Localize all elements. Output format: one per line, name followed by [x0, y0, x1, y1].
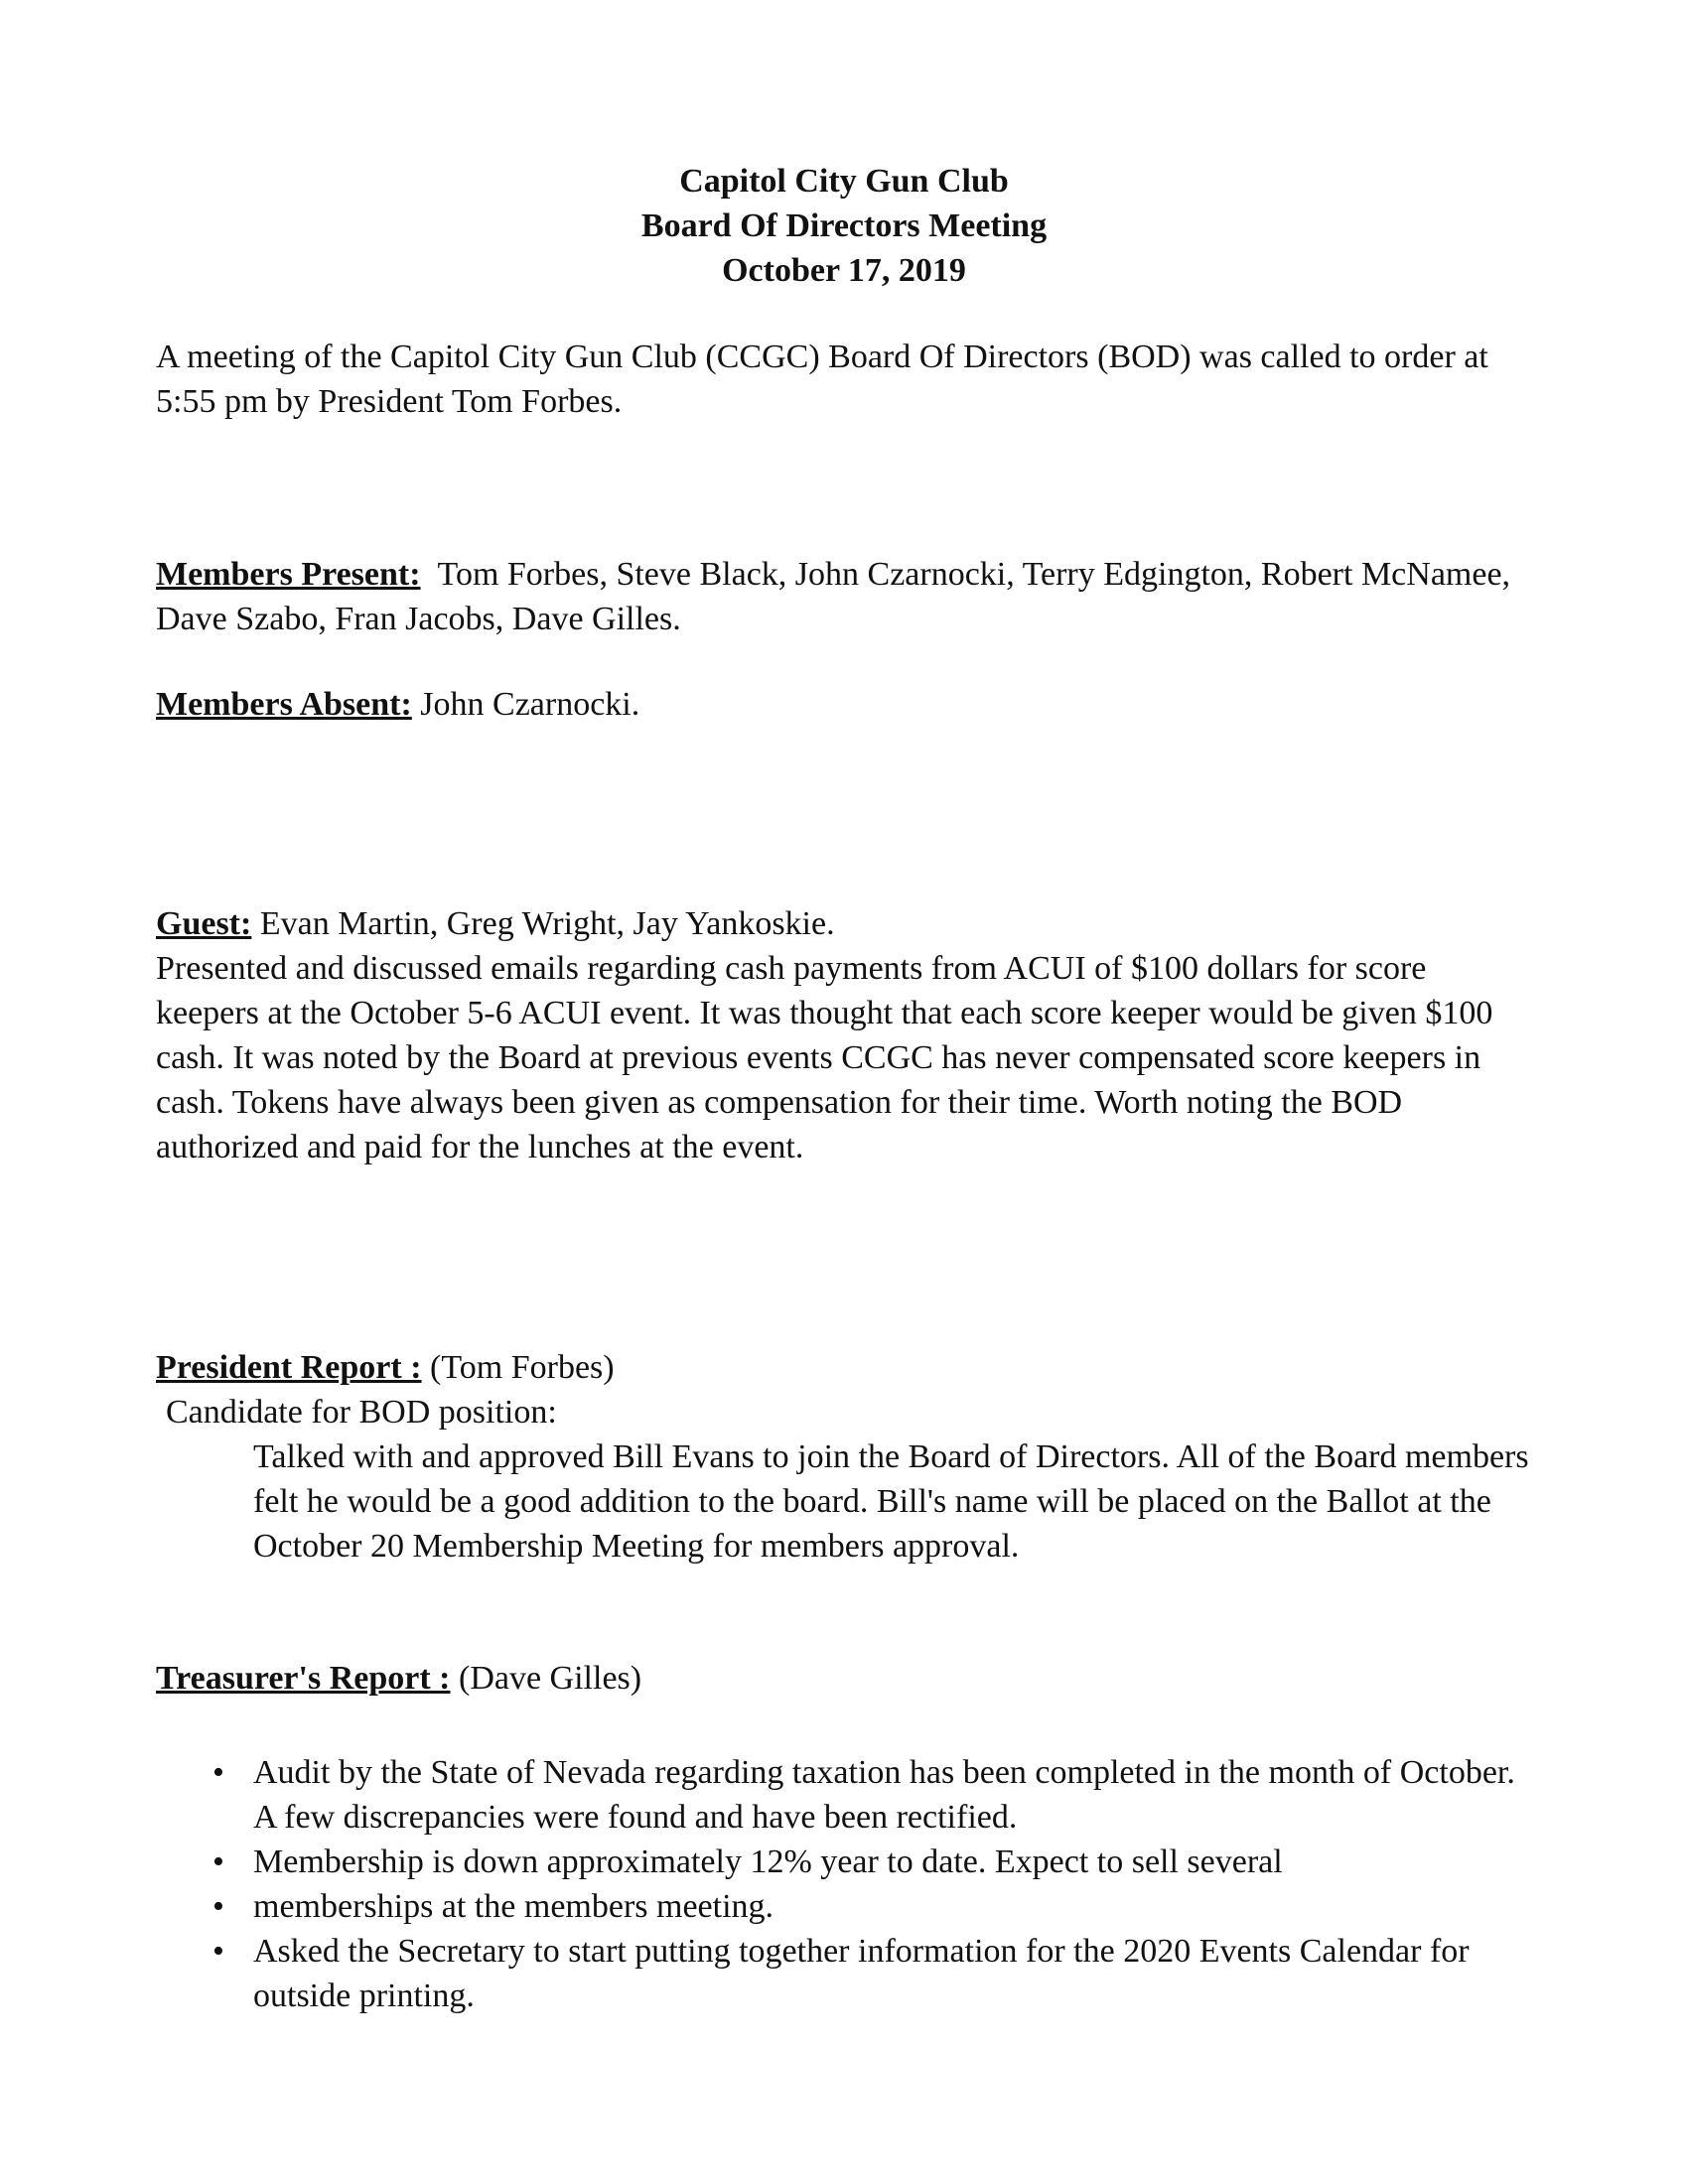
meeting-date-heading: October 17, 2019 [722, 252, 966, 289]
list-item-text: Membership is down approximately 12% year to date. Expect to sell several [253, 1843, 1283, 1880]
president-report-heading [156, 1345, 1536, 1390]
president-report-body: Talked with and approved Bill Evans to join the Board of Directors. All of the Board members felt he would be a good addition to the board. Bill's name will be placed on the Ballot at the October 20 Membership Meeting for members approval. [253, 1438, 1529, 1565]
club-name-heading: Capitol City Gun Club [679, 163, 1009, 200]
bullet-icon: • [212, 1933, 224, 1970]
document-header [0, 159, 1688, 293]
bullet-icon: • [212, 1843, 224, 1880]
meeting-title-heading: Board Of Directors Meeting [640, 207, 1048, 244]
members-present-section [156, 552, 1536, 641]
treasurer-report-presenter: (Dave Gilles) [459, 1660, 642, 1697]
members-absent-section [156, 682, 1536, 727]
guest-text: Evan Martin, Greg Wright, Jay Yankoskie. [259, 905, 835, 942]
treasurer-report-list [204, 1750, 1534, 2018]
list-item [204, 1884, 1534, 1929]
list-item-text: Audit by the State of Nevada regarding taxation has been completed in the month of October. A few discrepancies were found and have been rectified. [253, 1754, 1515, 1836]
list-item [204, 1750, 1534, 1840]
treasurer-report-label: Treasurer's Report : [156, 1660, 451, 1697]
president-report-subheading: Candidate for BOD position: [166, 1394, 557, 1431]
guest-label: Guest: [156, 905, 252, 942]
list-item-text: Asked the Secretary to start putting together information for the 2020 Events Calendar for outside printing. [253, 1933, 1470, 2014]
intro-paragraph: A meeting of the Capitol City Gun Club (CCGC) Board Of Directors (BOD) was called to order at 5:55 pm by President Tom Forbes. [156, 339, 1488, 420]
bullet-icon: • [212, 1754, 224, 1791]
list-item [204, 1929, 1534, 2018]
guest-discussion: Presented and discussed emails regarding cash payments from ACUI of $100 dollars for score keepers at the October 5-6 ACUI event. It was thought that each score keeper would be given $100 cash. It was noted by the Board at previous events CCGC has never compensated score keepers in cash. Tokens have always been given as compensation for their time. Worth noting the BOD authorized and paid for the lunches at the event. [156, 950, 1493, 1165]
members-absent-label: Members Absent: [156, 686, 412, 723]
members-present-text: Tom Forbes, Steve Black, John Czarnocki, Terry Edgington, Robert McNamee, Dave Szabo, Fran Jacobs, Dave Gilles. [156, 556, 1511, 637]
list-item [204, 1840, 1534, 1884]
president-report-label: President Report : [156, 1349, 422, 1386]
members-present-label: Members Present: [156, 556, 421, 593]
treasurer-report-heading [156, 1656, 1536, 1701]
members-absent-text: John Czarnocki. [420, 686, 640, 723]
bullet-icon: • [212, 1888, 224, 1925]
list-item-text: memberships at the members meeting. [253, 1888, 774, 1925]
guest-section [156, 901, 1536, 1169]
president-report-presenter: (Tom Forbes) [430, 1349, 615, 1386]
